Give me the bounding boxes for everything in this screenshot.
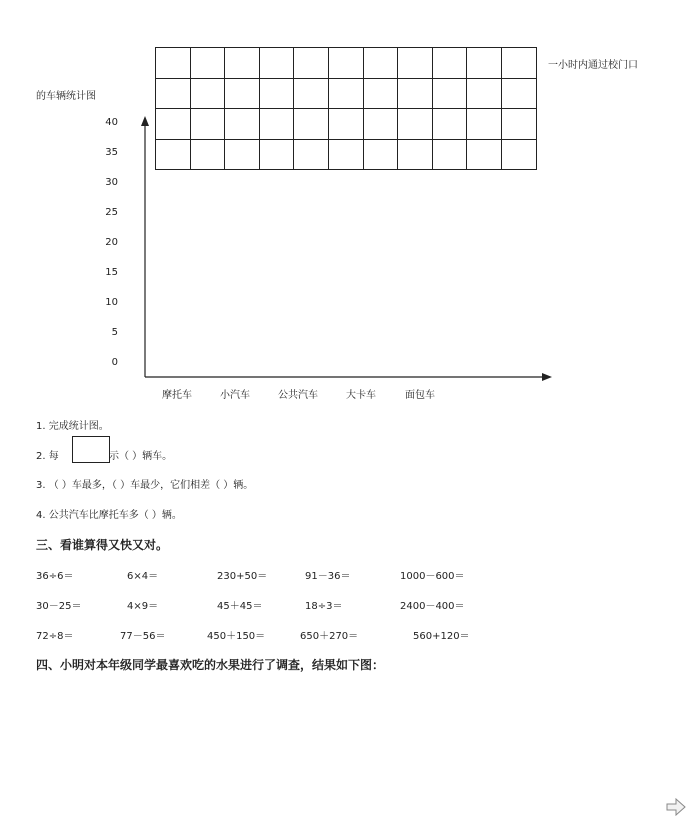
next-page-arrow-icon[interactable]: [666, 798, 686, 816]
answer-box[interactable]: [72, 436, 110, 463]
calculation-item: 560+120＝: [413, 631, 470, 642]
calculation-item: 1000－600＝: [400, 571, 465, 582]
y-tick-label: 35: [105, 147, 118, 158]
calculation-item: 91－36＝: [305, 571, 351, 582]
calculation-item: 30－25＝: [36, 601, 82, 612]
calculation-item: 45＋45＝: [217, 601, 263, 612]
question-4: 4. 公共汽车比摩托车多（ ）辆。: [36, 510, 182, 521]
x-category-label: 面包车: [405, 390, 435, 401]
y-tick-label: 5: [111, 327, 118, 338]
calculation-item: 6×4＝: [127, 571, 159, 582]
calculation-item: 18÷3＝: [305, 601, 343, 612]
x-category-label: 小汽车: [220, 390, 250, 401]
x-category-label: 摩托车: [162, 390, 192, 401]
calculation-item: 650＋270＝: [300, 631, 359, 642]
calculation-item: 230+50＝: [217, 571, 268, 582]
section-3-title: 三、看谁算得又快又对。: [36, 538, 169, 552]
question-3: 3. （ ）车最多，（ ）车最少，它们相差（ ）辆。: [36, 480, 254, 491]
calculation-item: 450＋150＝: [207, 631, 266, 642]
calculation-item: 2400－400＝: [400, 601, 465, 612]
y-tick-label: 0: [111, 357, 118, 368]
y-tick-label: 10: [105, 297, 118, 308]
calculation-item: 36÷6＝: [36, 571, 74, 582]
question-1: 1. 完成统计图。: [36, 421, 109, 432]
y-tick-label: 40: [105, 117, 118, 128]
question-2-suffix: 示（ ）辆车。: [109, 451, 173, 462]
chart-title-part2: 的车辆统计图: [36, 91, 96, 102]
section-4-title: 四、小明对本年级同学最喜欢吃的水果进行了调查，结果如下图：: [36, 658, 385, 672]
y-tick-label: 15: [105, 267, 118, 278]
calculation-item: 4×9＝: [127, 601, 159, 612]
y-axis-arrow: [141, 116, 149, 126]
x-category-label: 公共汽车: [278, 390, 318, 401]
x-axis-arrow: [542, 373, 552, 381]
y-tick-label: 30: [105, 177, 118, 188]
y-tick-label: 20: [105, 237, 118, 248]
chart-title-part1: 一小时内通过校门口: [548, 60, 638, 71]
question-2-prefix: 2. 每: [36, 451, 59, 462]
calculation-item: 72÷8＝: [36, 631, 74, 642]
x-category-label: 大卡车: [346, 390, 376, 401]
y-tick-label: 25: [105, 207, 118, 218]
calculation-item: 77－56＝: [120, 631, 166, 642]
